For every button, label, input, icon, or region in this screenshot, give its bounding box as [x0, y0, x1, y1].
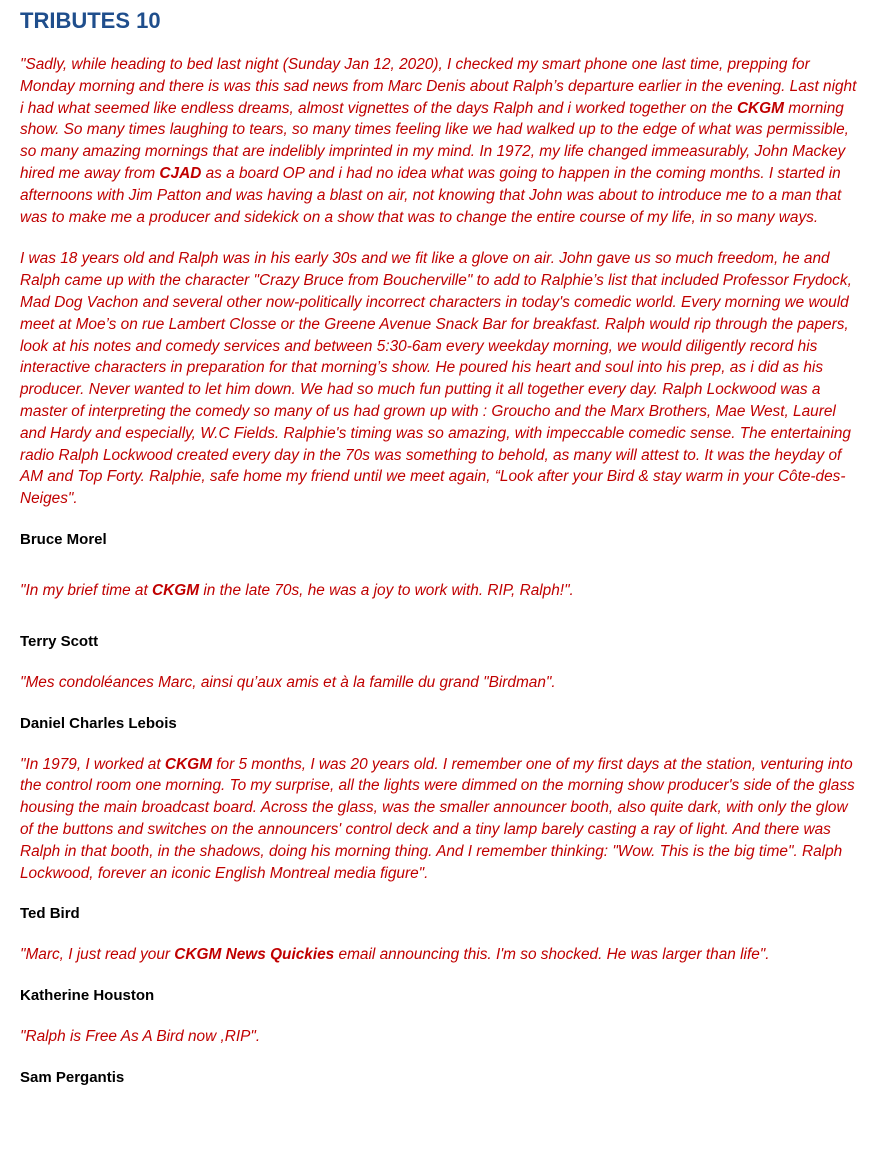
tribute-author: Daniel Charles Lebois: [20, 714, 177, 732]
tributes-page: [20, 6, 860, 1088]
tribute-quote: [20, 1026, 860, 1048]
spacer: [20, 1006, 860, 1026]
spacer: [20, 924, 860, 944]
quote-text: I was 18 years old and Ralph was in his early 30s and we fit like a glove on air. John gave us so much freedom, he and Ralph came up with the character "Crazy Bruce from Boucherville" to add to Ralphie’s list that included Professor Frydock, Mad Dog Vachon and several other now-politically incorrect characters in today's comedic world. Every morning we would meet at Moe’s on rue Lambert Closse or the Greene Avenue Snack Bar for breakfast. Ralph would rip through the papers, look at his notes and comedy services and between 5:30-6am every weekday morning, we would diligently record his interactive characters in preparation for that morning’s show. He poured his heart and soul into his prep, as i did as his producer. Never wanted to let him down. We had so much fun putting it all together every day. Ralph Lockwood was a master of interpreting the comedy so many of us had grown up with : Groucho and the Marx Brothers, Mae West, Laurel and Hardy and especially, W.C Fields. Ralphie's timing was so amazing, with impeccable comedic sense. The entertaining radio Ralph Lockwood created every day in the 70s was something to behold, as many will attest to. It was the heyday of AM and Top Forty. Ralphie, safe home my friend until we meet again, “Look after your Bird & stay warm in your Côte-des-Neiges".: [20, 250, 852, 508]
quote-text: in the late 70s, he was a joy to work with. RIP, Ralph!".: [199, 581, 574, 599]
spacer: [20, 966, 860, 986]
quote-text: for 5 months, I was 20 years old. I remember one of my first days at the station, venturing into the control room one morning. To my surprise, all the lights were dimmed on the morning show producer's side of the glass housing the main broadcast board. Across the glass, was the smaller announcer booth, also quite dark, with only the glow of the buttons and switches on the announcers' control deck and a tiny lamp barely casting a ray of light. And there was Ralph in that booth, in the shadows, doing his morning thing. And I remember thinking: "Wow. This is the big time". Ralph Lockwood, forever an iconic English Montreal media figure".: [20, 755, 855, 882]
spacer: [20, 694, 860, 714]
spacer: [20, 1048, 860, 1068]
tribute-author: Bruce Morel: [20, 530, 107, 548]
tribute-quote: [20, 754, 860, 885]
tribute-author: Sam Pergantis: [20, 1068, 125, 1086]
tribute-quote: [20, 944, 860, 966]
quote-emphasis: CKGM: [164, 755, 212, 773]
tribute-author: Katherine Houston: [20, 987, 155, 1005]
tribute-item: [20, 944, 860, 1026]
quote-text: "In 1979, I worked at: [20, 755, 165, 773]
tribute-author: Terry Scott: [20, 632, 99, 650]
tribute-quote: [20, 54, 860, 228]
spacer: [20, 734, 860, 754]
quote-emphasis: CJAD: [159, 164, 202, 182]
tribute-quote: [20, 580, 860, 602]
tribute-item: [20, 672, 860, 754]
spacer: [20, 602, 860, 632]
tribute-quote: [20, 672, 860, 694]
paragraph-spacer: [20, 228, 860, 248]
tribute-item: [20, 54, 860, 580]
quote-text: "In my brief time at: [20, 581, 153, 599]
quote-text: email announcing this. I'm so shocked. He was larger than life".: [334, 946, 770, 964]
quote-text: "Mes condoléances Marc, ainsi qu’aux amis et à la famille du grand "Birdman".: [20, 673, 556, 691]
tribute-item: [20, 580, 860, 672]
spacer: [20, 652, 860, 672]
spacer: [20, 510, 860, 530]
quote-text: "Marc, I just read your: [20, 946, 175, 964]
quote-text: "Sadly, while heading to bed last night (Sunday Jan 12, 2020), I checked my smart phone one last time, prepping for Monday morning and there is was this sad news from Marc Denis about Ralph’s departure earlier in the evening. Last night i had what seemed like endless dreams, almost vignettes of the days Ralph and i worked together on the: [20, 56, 857, 117]
tributes-list: [20, 54, 860, 1088]
quote-text: morning show. So many times laughing to tears, so many times feeling like we had walked up to the edge of what was permissible, so many amazing mornings that are indelibly imprinted in my mind. In 1972, my life changed immeasurably, John Mackey hired me away from: [20, 99, 849, 182]
quote-text: "Ralph is Free As A Bird now ,RIP".: [20, 1028, 261, 1046]
tribute-item: [20, 1026, 860, 1088]
tribute-item: [20, 754, 860, 945]
quote-emphasis: CKGM News Quickies: [174, 946, 335, 964]
spacer: [20, 884, 860, 904]
spacer: [20, 550, 860, 580]
quote-emphasis: CKGM: [152, 581, 200, 599]
tribute-author: Ted Bird: [20, 905, 80, 923]
quote-emphasis: CKGM: [736, 99, 784, 117]
quote-text: as a board OP and i had no idea what was going to happen in the coming months. I started in afternoons with Jim Patton and was having a blast on air, not knowing that John was about to introduce me to a man that was to make me a producer and sidekick on a show that was to change the entire course of my life, in so many ways.: [20, 164, 842, 226]
page-title: TRIBUTES 10: [20, 8, 161, 33]
tribute-quote: [20, 248, 860, 510]
